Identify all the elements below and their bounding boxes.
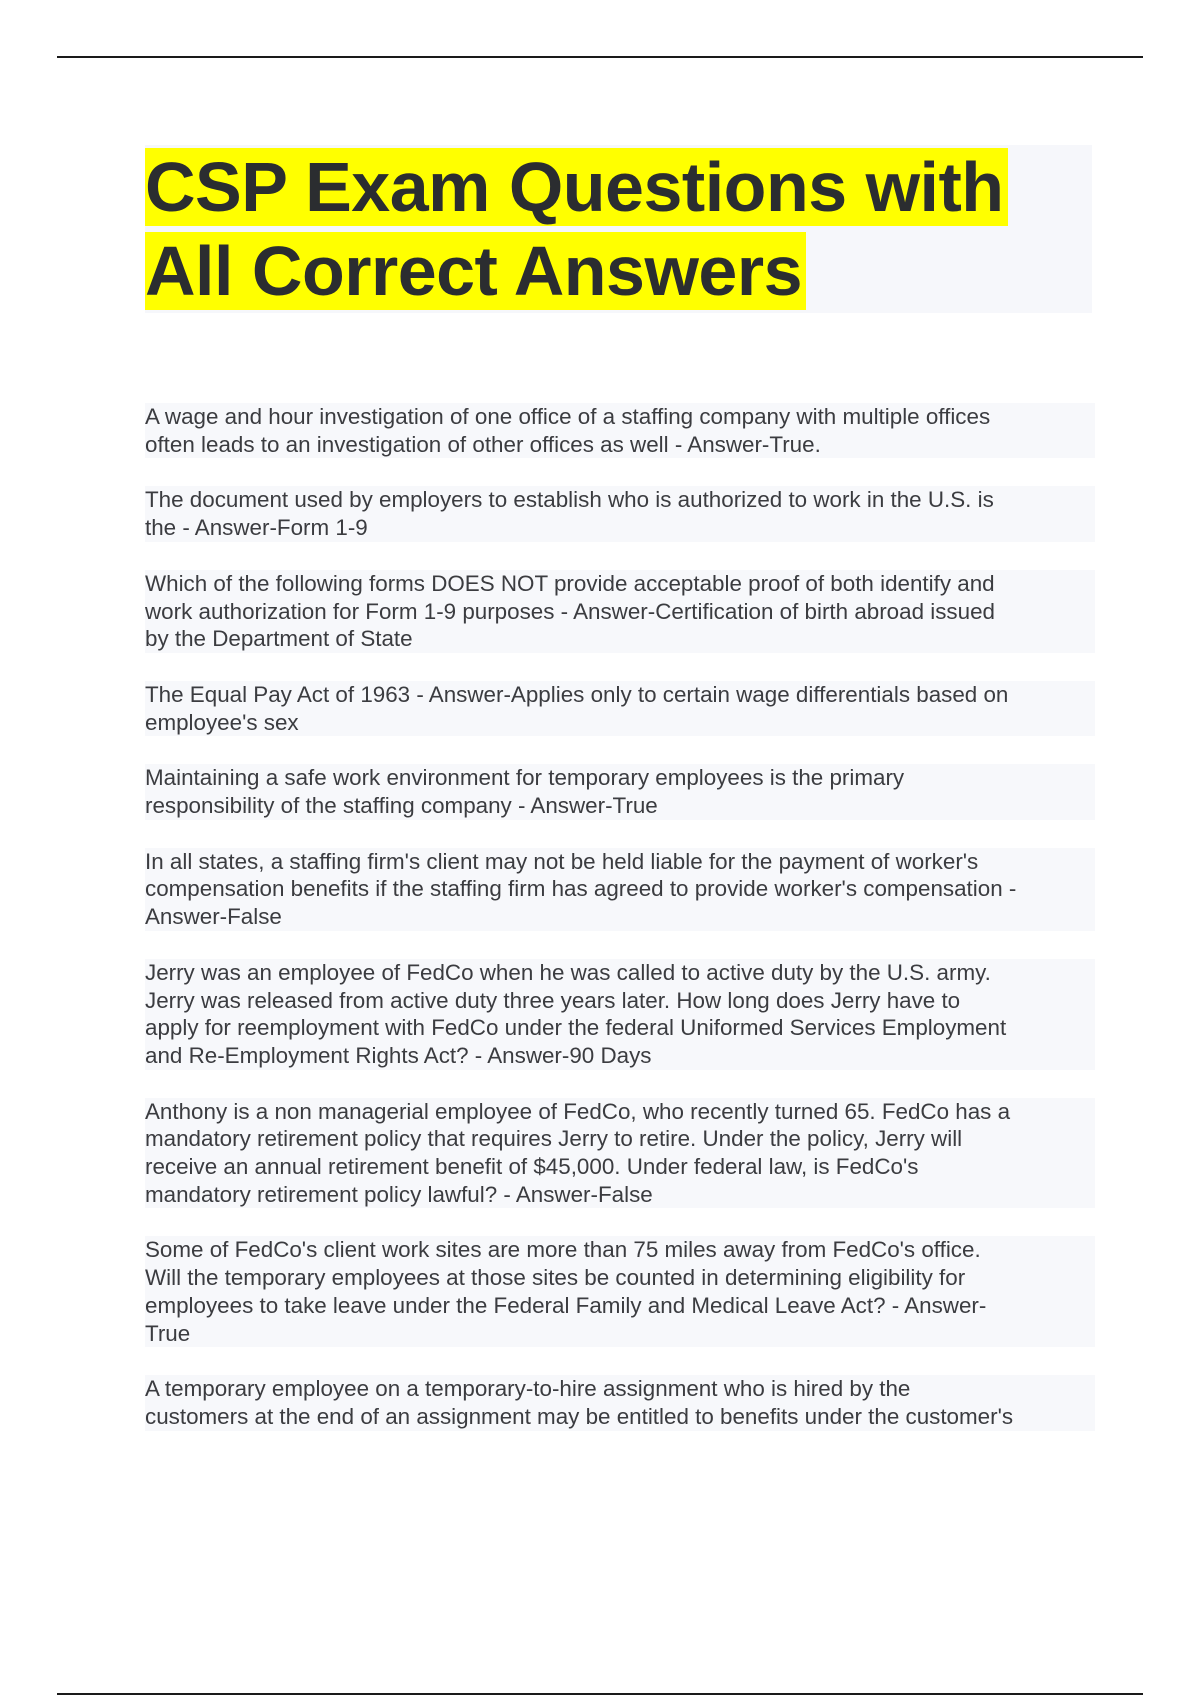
title-line-2: All Correct Answers [145, 232, 806, 310]
qa-item: The document used by employers to establish who is authorized to work in the U.S. is the - Answer-Form 1-9 [145, 486, 1095, 541]
document-title [145, 145, 1092, 313]
top-rule [57, 56, 1143, 58]
qa-item: The Equal Pay Act of 1963 - Answer-Applies only to certain wage differentials based on employee's sex [145, 681, 1095, 736]
qa-item: A temporary employee on a temporary-to-hire assignment who is hired by the customers at the end of an assignment may be entitled to benefits under the customer's [145, 1375, 1095, 1430]
qa-item: A wage and hour investigation of one office of a staffing company with multiple offices often leads to an investigation of other offices as well - Answer-True. [145, 403, 1095, 458]
title-block [145, 145, 1092, 313]
qa-item: In all states, a staffing firm's client may not be held liable for the payment of worker's compensation benefits if the staffing firm has agreed to provide worker's compensation - Answer-False [145, 848, 1095, 931]
title-line-1: CSP Exam Questions with [145, 148, 1008, 226]
qa-item: Maintaining a safe work environment for temporary employees is the primary responsibility of the staffing company - Answer-True [145, 764, 1095, 819]
qa-item: Which of the following forms DOES NOT provide acceptable proof of both identify and work authorization for Form 1-9 purposes - Answer-Certification of birth abroad issued by the Department of State [145, 570, 1095, 653]
bottom-rule [57, 1693, 1143, 1695]
qa-list [145, 403, 1095, 1459]
qa-item: Some of FedCo's client work sites are more than 75 miles away from FedCo's office. Will the temporary employees at those sites be counted in determining eligibility for employees to take leave under the Federal Family and Medical Leave Act? - Answer- True [145, 1236, 1095, 1347]
qa-item: Jerry was an employee of FedCo when he was called to active duty by the U.S. army. Jerry was released from active duty three years later. How long does Jerry have to apply for reemployment with FedCo under the federal Uniformed Services Employment and Re-Employment Rights Act? - Answer-90 Days [145, 959, 1095, 1070]
qa-item: Anthony is a non managerial employee of FedCo, who recently turned 65. FedCo has a mandatory retirement policy that requires Jerry to retire. Under the policy, Jerry will receive an annual retirement benefit of $45,000. Under federal law, is FedCo's mandatory retirement policy lawful? - Answer-False [145, 1098, 1095, 1209]
